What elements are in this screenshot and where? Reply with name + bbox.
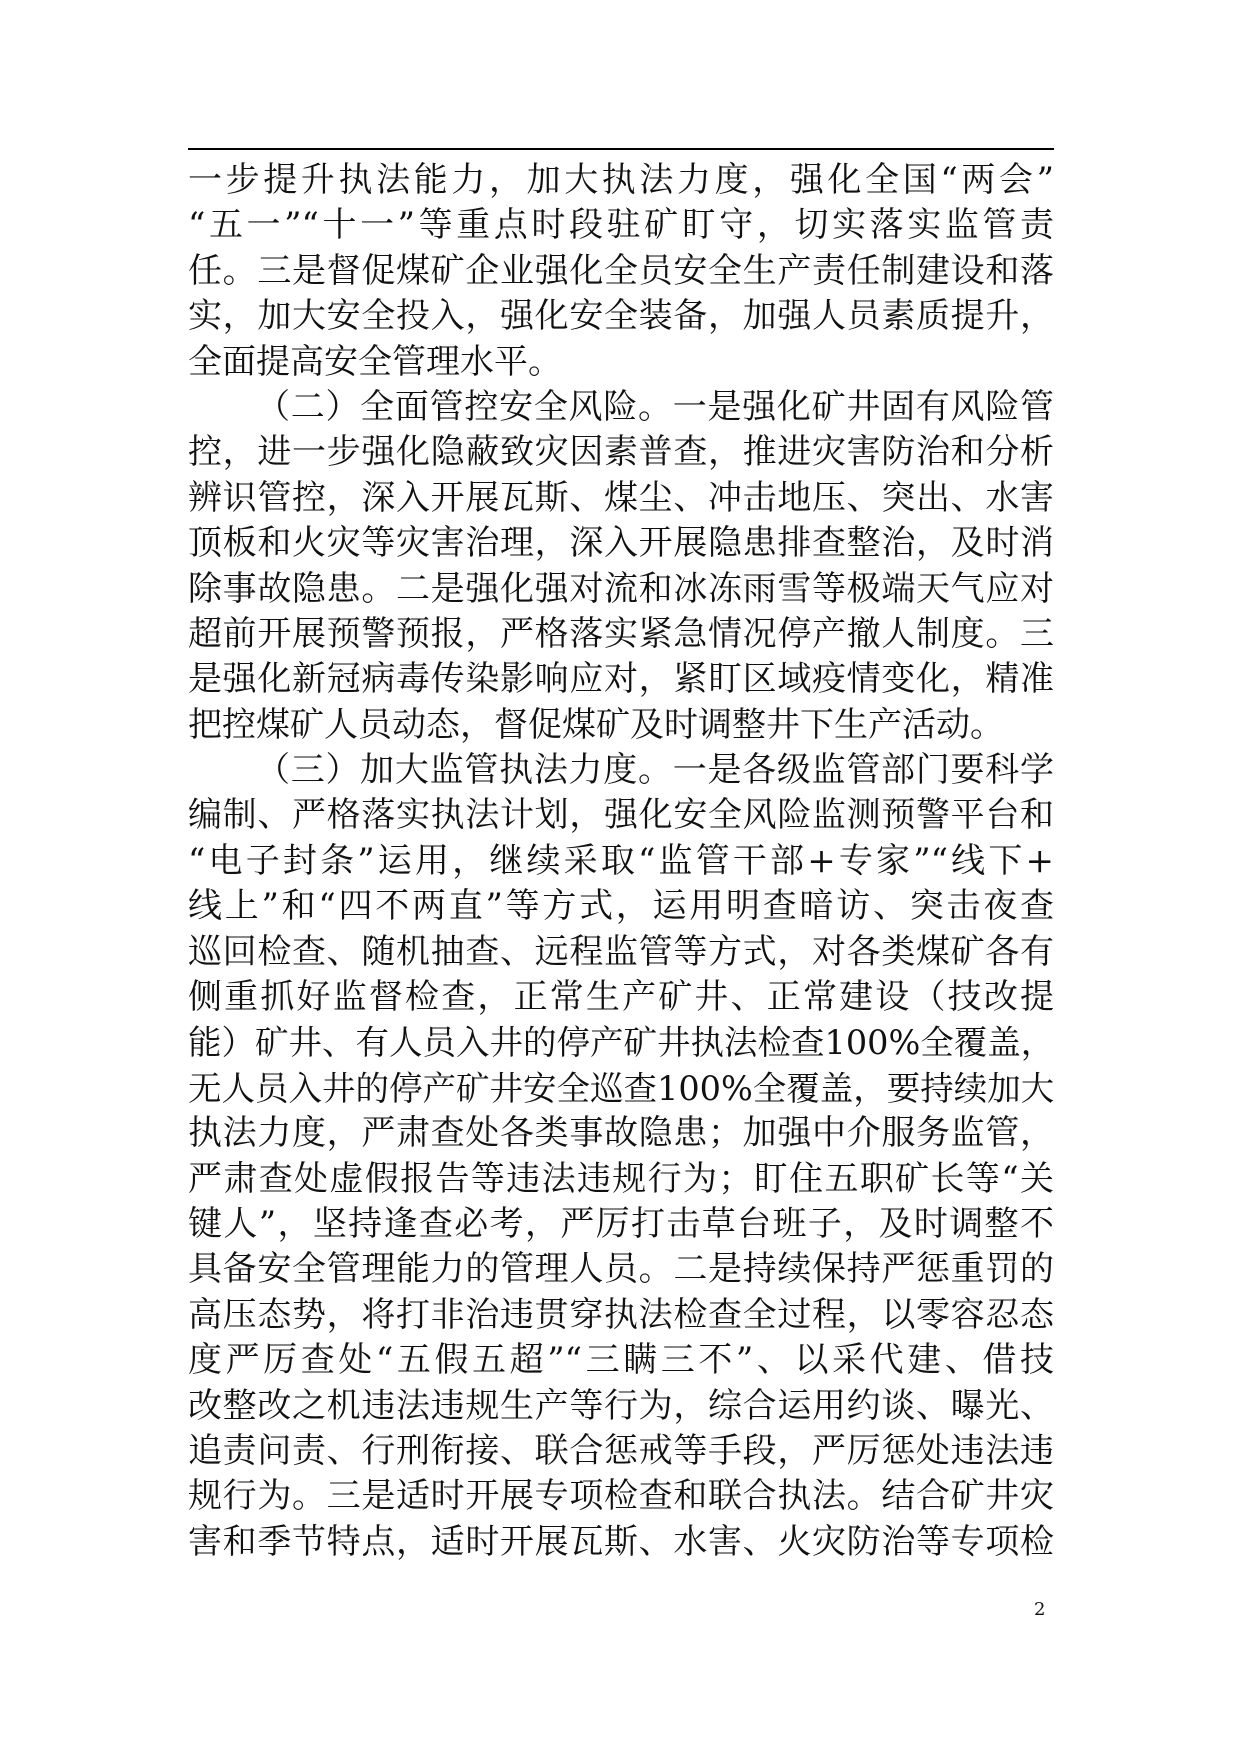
- text-line: （三）加大监管执法力度。一是各级监管部门要科学: [256, 750, 1054, 791]
- text-line: 任。三是督促煤矿企业强化全员安全生产责任制建设和落: [188, 250, 1054, 291]
- text-line: 追责问责、行刑衔接、联合惩戒等手段，严厉惩处违法违: [188, 1430, 1054, 1471]
- document-body: [188, 158, 1054, 1565]
- text-line: （二）全面管控安全风险。一是强化矿井固有风险管: [256, 386, 1054, 427]
- text-line: 规行为。三是适时开展专项检查和联合执法。结合矿井灾: [188, 1476, 1054, 1517]
- text-line: 严肃查处虚假报告等违法违规行为；盯住五职矿长等“关: [188, 1158, 1054, 1199]
- page-number: 2: [1034, 1599, 1046, 1620]
- text-line: 编制、严格落实执法计划，强化安全风险监测预警平台和: [188, 795, 1054, 836]
- text-line: 把控煤矿人员动态，督促煤矿及时调整井下生产活动。: [188, 704, 1004, 745]
- text-line: 无人员入井的停产矿井安全巡查100%全覆盖，要持续加大: [188, 1068, 1055, 1108]
- text-line: 实，加大安全投入，强化安全装备，加强人员素质提升，: [188, 296, 1054, 337]
- text-line: 全面提高安全管理水平。: [188, 341, 562, 382]
- text-line: 巡回检查、随机抽查、远程监管等方式，对各类煤矿各有: [188, 931, 1054, 972]
- text-line: 害和季节特点，适时开展瓦斯、水害、火灾防治等专项检: [188, 1521, 1054, 1562]
- text-line: 执法力度，严肃查处各类事故隐患；加强中介服务监管，: [188, 1113, 1054, 1154]
- text-line: 是强化新冠病毒传染影响应对，紧盯区域疫情变化，精准: [188, 659, 1054, 700]
- text-line: 控，进一步强化隐蔽致灾因素普查，推进灾害防治和分析: [188, 432, 1054, 473]
- header-rule: [188, 148, 1054, 150]
- text-line: 能）矿井、有人员入井的停产矿井执法检查100%全覆盖，: [188, 1023, 1055, 1063]
- text-line: 一步提升执法能力，加大执法力度，强化全国“两会”: [188, 160, 1054, 200]
- text-line: 顶板和火灾等灾害治理，深入开展隐患排查整治，及时消: [188, 523, 1054, 564]
- text-line: 除事故隐患。二是强化强对流和冰冻雨雪等极端天气应对: [188, 568, 1054, 609]
- text-line: 侧重抓好监督检查，正常生产矿井、正常建设（技改提: [188, 977, 1054, 1018]
- text-line: 键人”，坚持逢查必考，严厉打击草台班子，及时调整不: [188, 1203, 1054, 1244]
- text-line: “五一”“十一”等重点时段驻矿盯守，切实落实监管责: [188, 205, 1054, 246]
- text-line: 线上”和“四不两直”等方式，运用明查暗访、突击夜查: [188, 886, 1054, 927]
- text-line: “电子封条”运用，继续采取“监管干部+专家”“线下+: [188, 840, 1054, 881]
- text-line: 具备安全管理能力的管理人员。二是持续保持严惩重罚的: [188, 1249, 1054, 1290]
- text-line: 高压态势，将打非治违贯穿执法检查全过程，以零容忍态: [188, 1294, 1054, 1335]
- text-line: 超前开展预警预报，严格落实紧急情况停产撤人制度。三: [188, 613, 1054, 654]
- text-line: 辨识管控，深入开展瓦斯、煤尘、冲击地压、突出、水害: [188, 477, 1054, 518]
- text-line: 度严厉查处“五假五超”“三瞒三不”、以采代建、借技: [188, 1340, 1054, 1381]
- text-line: 改整改之机违法违规生产等行为，综合运用约谈、曝光、: [188, 1385, 1054, 1426]
